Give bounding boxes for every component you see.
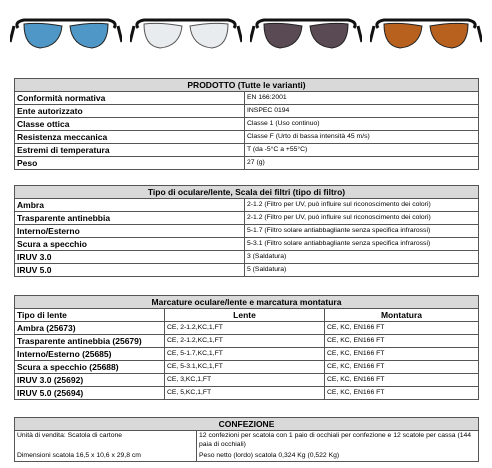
glasses-orange-image [370, 6, 482, 58]
product-value: Classe F (Urto di bassa intensità 45 m/s) [245, 131, 479, 144]
lens-table [14, 185, 479, 277]
glasses-blue-image [10, 6, 122, 58]
marking-lens: CE, 2-1.2,KC,1,FT [165, 322, 325, 335]
marking-frame: CE, KC, EN166 FT [325, 322, 479, 335]
lens-label: Interno/Esterno [15, 225, 245, 238]
markings-header: Marcature oculare/lente e marcatura montatura [15, 296, 479, 309]
product-value: 27 (g) [245, 157, 479, 170]
lens-value: 5 (Saldatura) [245, 264, 479, 277]
markings-table [14, 295, 479, 400]
product-photos [10, 6, 482, 58]
packing-info: 12 confezioni per scatola con 1 paio di occhiali per confezione e 12 scatole per cassa (144 paia di occhiali) [197, 431, 479, 452]
product-label: Ente autorizzato [15, 105, 245, 118]
product-label: Classe ottica [15, 118, 245, 131]
lens-label: Scura a specchio [15, 238, 245, 251]
marking-type: IRUV 3.0 (25692) [15, 374, 165, 387]
marking-frame: CE, KC, EN166 FT [325, 335, 479, 348]
lens-value: 5-1.7 (Filtro solare antiabbagliante senza specifica infrarossi) [245, 225, 479, 238]
lens-value: 2-1.2 (Filtro per UV, può influire sul riconoscimento dei colori) [245, 199, 479, 212]
marking-frame: CE, KC, EN166 FT [325, 374, 479, 387]
lens-header: Tipo di oculare/lente, Scala dei filtri (tipo di filtro) [15, 186, 479, 199]
product-value: INSPEC 0194 [245, 105, 479, 118]
marking-lens: CE, 3,KC,1,FT [165, 374, 325, 387]
marking-lens: CE, 5,KC,1,FT [165, 387, 325, 400]
lens-label: IRUV 5.0 [15, 264, 245, 277]
product-value: T (da -5°C a +55°C) [245, 144, 479, 157]
marking-type: Interno/Esterno (25685) [15, 348, 165, 361]
sales-unit: Unità di vendita: Scatola di cartone [15, 431, 197, 452]
marking-lens: CE, 5-1.7,KC,1,FT [165, 348, 325, 361]
lens-value: 2-1.2 (Filtro per UV, può influire sul riconoscimento dei colori) [245, 212, 479, 225]
packaging-header: CONFEZIONE [15, 418, 479, 431]
marking-frame: CE, KC, EN166 FT [325, 387, 479, 400]
marking-frame: CE, KC, EN166 FT [325, 348, 479, 361]
product-table [14, 78, 479, 170]
product-header: PRODOTTO (Tutte le varianti) [15, 79, 479, 92]
marking-type: Ambra (25673) [15, 322, 165, 335]
col-header-type: Tipo di lente [15, 309, 165, 322]
marking-type: Scura a specchio (25688) [15, 361, 165, 374]
product-value: EN 166:2001 [245, 92, 479, 105]
box-dimensions: Dimensioni scatola 16,5 x 10,6 x 29,8 cm [15, 451, 197, 462]
packaging-table [14, 417, 479, 462]
lens-value: 3 (Saldatura) [245, 251, 479, 264]
marking-lens: CE, 5-3.1,KC,1,FT [165, 361, 325, 374]
product-label: Conformità normativa [15, 92, 245, 105]
glasses-smoke-image [250, 6, 362, 58]
col-header-lens: Lente [165, 309, 325, 322]
marking-frame: CE, KC, EN166 FT [325, 361, 479, 374]
lens-value: 5-3.1 (Filtro solare antiabbagliante senza specifica infrarossi) [245, 238, 479, 251]
product-label: Resistenza meccanica [15, 131, 245, 144]
net-weight: Peso netto (lordo) scatola 0,324 Kg (0,522 Kg) [197, 451, 479, 462]
marking-type: Trasparente antinebbia (25679) [15, 335, 165, 348]
marking-type: IRUV 5.0 (25694) [15, 387, 165, 400]
lens-label: Trasparente antinebbia [15, 212, 245, 225]
glasses-clear-image [130, 6, 242, 58]
lens-label: Ambra [15, 199, 245, 212]
product-value: Classe 1 (Uso continuo) [245, 118, 479, 131]
product-label: Peso [15, 157, 245, 170]
col-header-frame: Montatura [325, 309, 479, 322]
lens-label: IRUV 3.0 [15, 251, 245, 264]
marking-lens: CE, 2-1.2,KC,1,FT [165, 335, 325, 348]
product-label: Estremi di temperatura [15, 144, 245, 157]
